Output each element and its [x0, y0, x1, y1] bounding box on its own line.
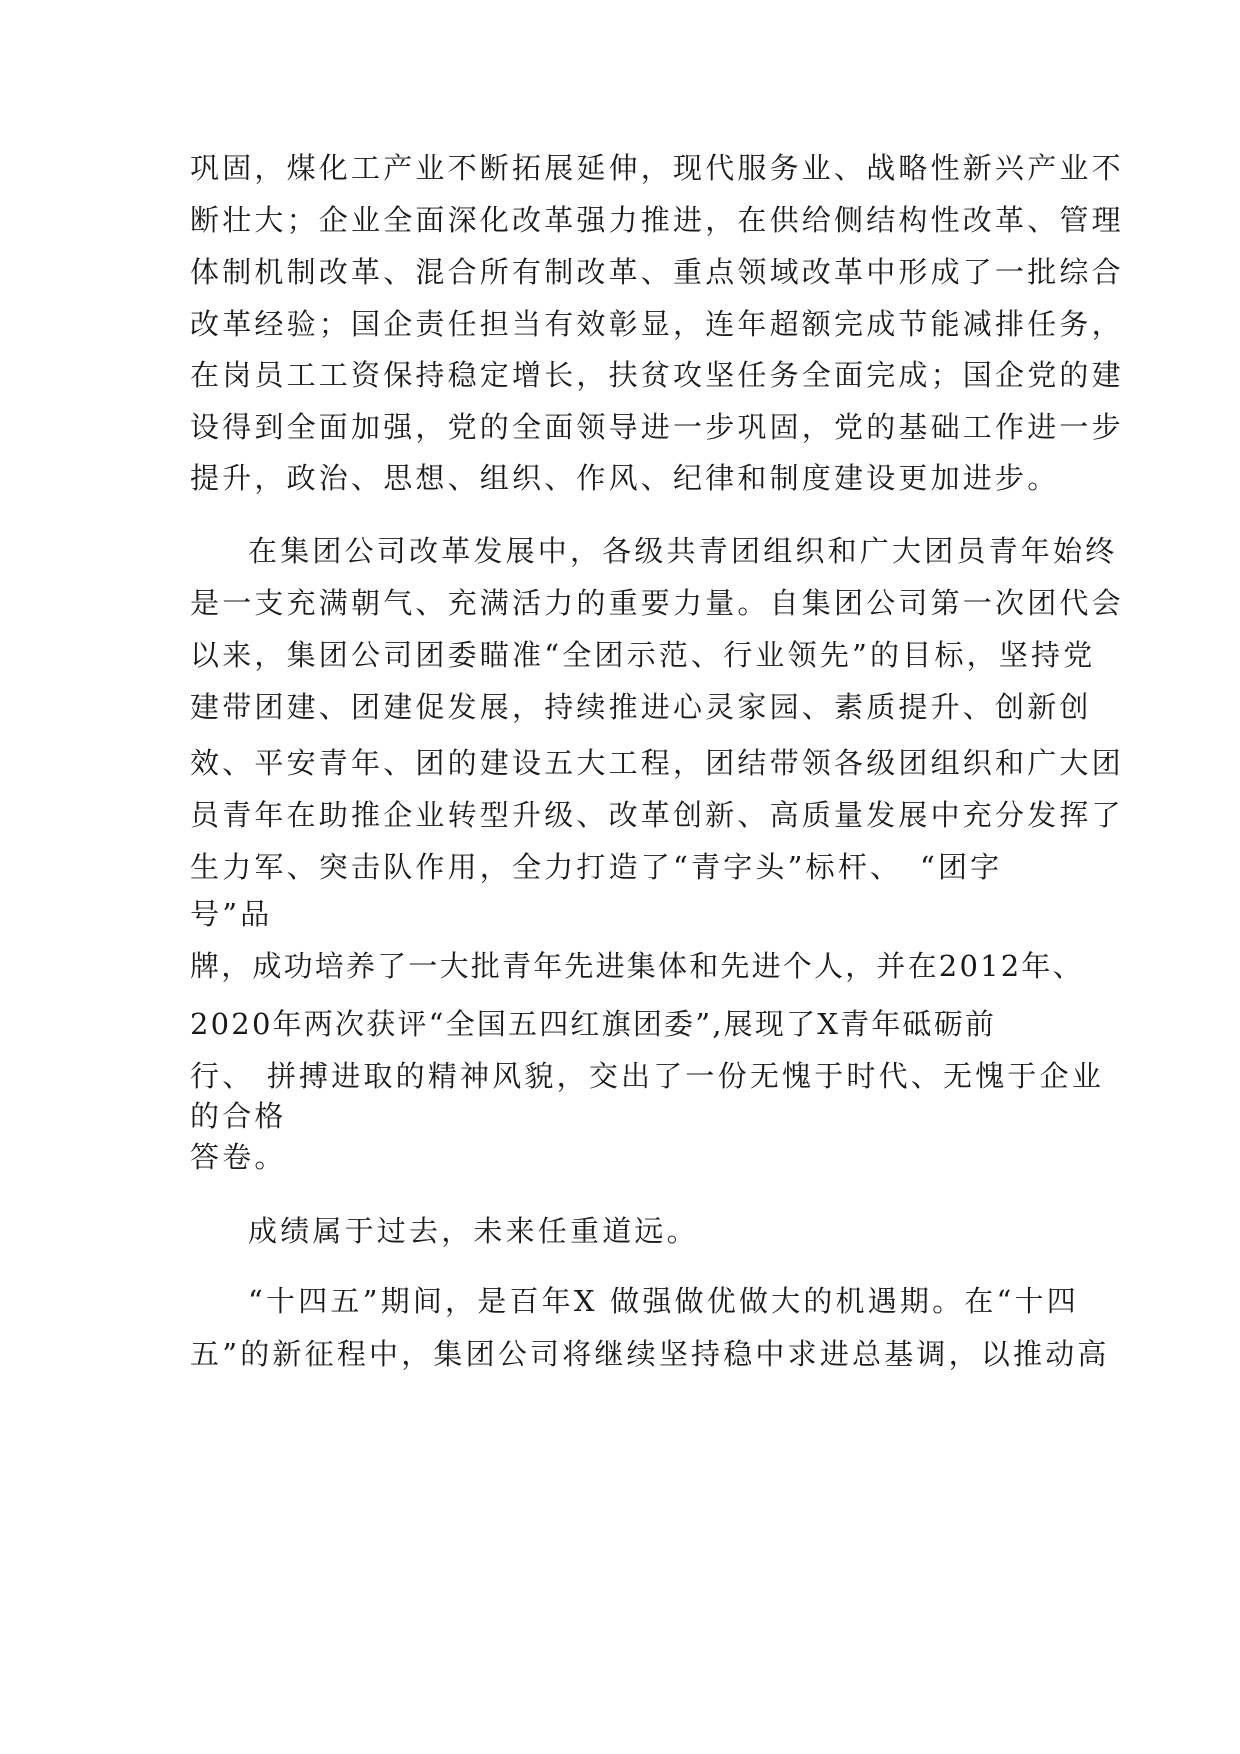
- text-line: 建带团建、团建促发展，持续推进心灵家园、素质提升、创新创: [190, 690, 1092, 724]
- text-line: 2020年两次获评“全国五四红旗团委”,展现了X青年砥砺前: [190, 1007, 997, 1041]
- text-line: 号”品: [190, 897, 273, 931]
- text-line: 在集团公司改革发展中，各级共青团组织和广大团员青年始终: [248, 534, 1118, 568]
- text-line: 改革经验；国企责任担当有效彰显，连年超额完成节能减排任务，: [190, 307, 1124, 341]
- text-line: “十四五”期间，是百年X 做强做优做大的机遇期。在“十四: [248, 1284, 1079, 1318]
- text-line: 以来，集团公司团委瞄准“全团示范、行业领先”的目标，坚持党: [190, 638, 1096, 672]
- text-line: 五”的新征程中，集团公司将继续坚持稳中求进总基调，以推动高: [190, 1337, 1110, 1371]
- text-line: 牌，成功培养了一大批青年先进集体和先进个人，并在2012年、: [190, 949, 1084, 983]
- text-line: 设得到全面加强，党的全面领导进一步巩固，党的基础工作进一步: [190, 410, 1124, 444]
- text-line: 巩固，煤化工产业不断拓展延伸，现代服务业、战略性新兴产业不: [190, 151, 1124, 185]
- text-line: 员青年在助推企业转型升级、改革创新、高质量发展中充分发挥了: [190, 798, 1124, 832]
- text-line: 是一支充满朝气、充满活力的重要力量。自集团公司第一次团代会: [190, 586, 1124, 620]
- text-line: 生力军、突击队作用，全力打造了“青字头”标杆、 “团字: [190, 850, 1003, 884]
- text-line: 体制机制改革、混合所有制改革、重点领域改革中形成了一批综合: [190, 255, 1124, 289]
- text-line: 答卷。: [190, 1140, 287, 1174]
- text-line: 断壮大；企业全面深化改革强力推进，在供给侧结构性改革、管理: [190, 203, 1124, 237]
- text-line: 行、 拼搏进取的精神风貌，交出了一份无愧于时代、无愧于企业: [190, 1059, 1105, 1093]
- text-line: 成绩属于过去，未来任重道远。: [248, 1214, 699, 1248]
- text-line: 效、平安青年、团的建设五大工程，团结带领各级团组织和广大团: [190, 746, 1124, 780]
- text-line: 提升，政治、思想、组织、作风、纪律和制度建设更加进步。: [190, 461, 1060, 495]
- text-line: 的合格: [190, 1099, 287, 1133]
- text-line: 在岗员工工资保持稳定增长，扶贫攻坚任务全面完成；国企党的建: [190, 358, 1124, 392]
